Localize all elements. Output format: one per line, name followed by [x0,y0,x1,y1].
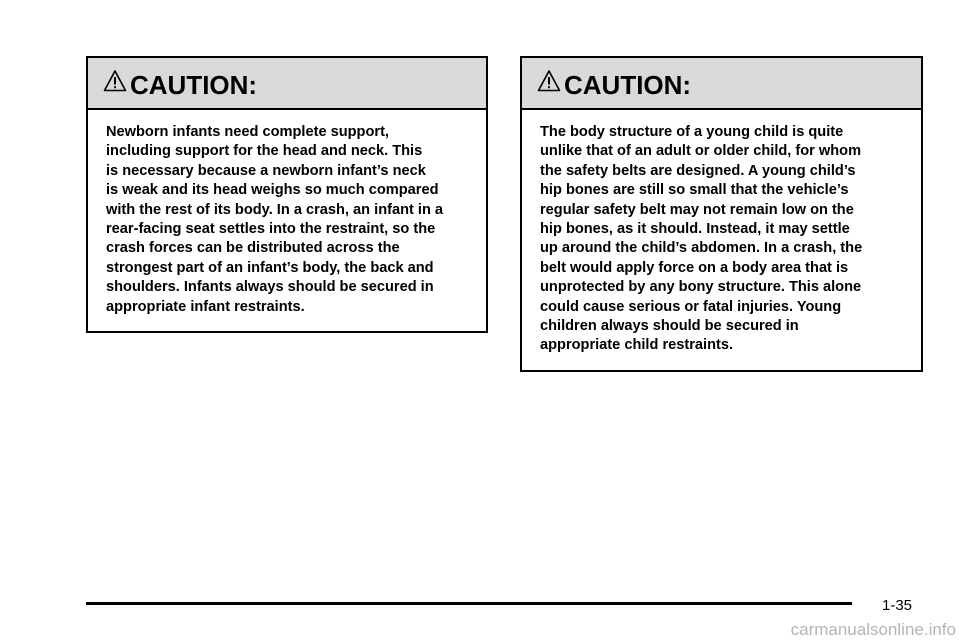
caution-text-line: crash forces can be distributed across the [106,240,400,257]
caution-text-line: The body structure of a young child is quite [540,124,844,140]
caution-text-line: up around the child’s abdomen. In a crash, the [540,240,863,257]
caution-box-child [520,56,923,372]
caution-box-infant [86,56,488,333]
footer-rule [86,602,852,605]
page-number: 1-35 [882,597,913,614]
caution-text-line: the safety belts are designed. A young child’s [540,162,856,179]
caution-text-line: appropriate child restraints. [540,337,734,354]
caution-text-line: is weak and its head weighs so much compared [106,182,439,199]
caution-text-line: children always should be secured in [540,318,799,335]
caution-text-line: rear-facing seat settles into the restraint, so the [106,221,436,238]
caution-text-line: belt would apply force on a body area that is [540,259,849,276]
caution-text-line: Newborn infants need complete support, [106,124,389,140]
caution-text [522,110,921,356]
watermark: carmanualsonline.info [790,620,956,639]
caution-text-line: is necessary because a newborn infant’s neck [106,162,426,179]
caution-header [88,58,486,110]
caution-text-line: regular safety belt may not remain low on the [540,201,854,218]
caution-text-line: strongest part of an infant’s body, the back and [106,259,434,276]
caution-title: CAUTION: [564,70,692,100]
caution-header [522,58,921,110]
caution-text-line: hip bones are still so small that the vehicle’s [540,182,849,199]
caution-text-line: could cause serious or fatal injuries. Young [540,298,842,315]
caution-text-line: unprotected by any bony structure. This alone [540,279,862,296]
caution-text-line: including support for the head and neck. This [106,143,423,160]
warning-triangle-icon [537,69,561,93]
caution-text [88,110,486,317]
caution-title: CAUTION: [130,70,258,100]
caution-text-line: shoulders. Infants always should be secured in [106,279,434,296]
caution-text-line: with the rest of its body. In a crash, an infant in a [106,201,444,218]
caution-text-line: unlike that of an adult or older child, for whom [540,143,862,160]
caution-text-line: appropriate infant restraints. [106,298,305,315]
caution-text-line: hip bones, as it should. Instead, it may settle [540,221,850,238]
warning-triangle-icon [103,69,127,93]
